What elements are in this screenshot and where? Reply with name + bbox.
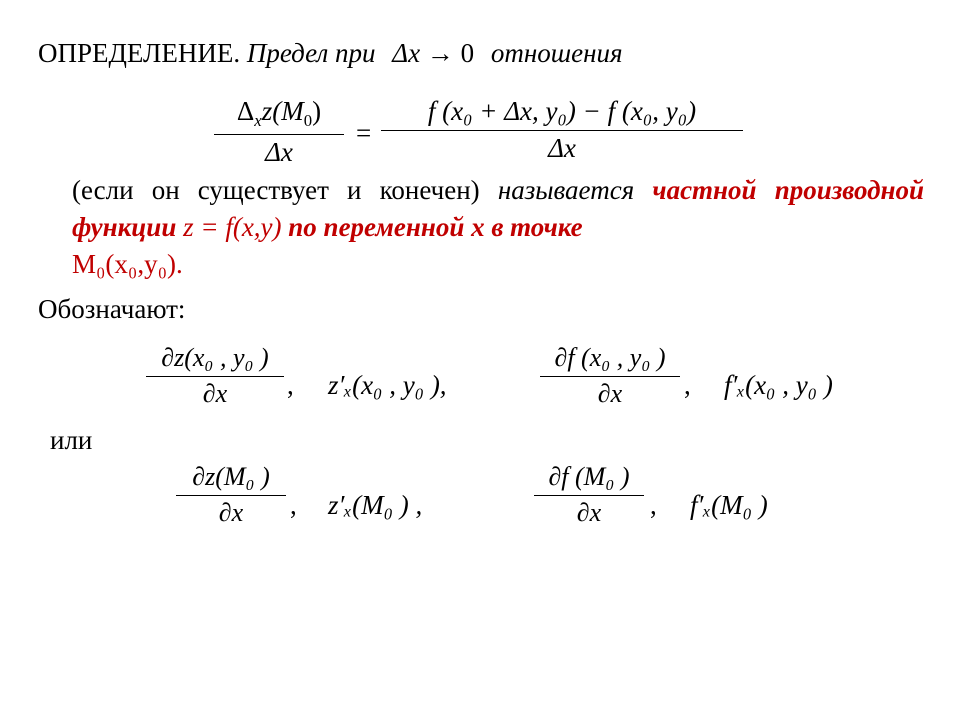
lhs-numerator: $\Delta_xz(M_0)$ [236,96,322,130]
called-word: называется [497,175,635,205]
arrow-symbol: → [426,38,454,68]
notation3-bar [540,376,680,377]
notation7-bar [534,495,644,496]
definition-intro: Предел при [246,38,376,68]
notation1-numerator: ∂z(x₀ , y₀ ) [161,343,269,372]
or-label: или [50,425,93,455]
lhs-fraction-bar [214,134,344,135]
definition-relation-word: отношения [490,38,623,68]
notation3-fraction [540,343,680,409]
notation1-denominator: ∂x [202,379,228,408]
notation3-numerator: ∂f (x₀ , y₀ ) [554,343,666,372]
function-expression: z = f(x,y) [183,212,282,242]
notation5-fraction [176,462,286,528]
point-label: M₀(x₀,y₀). [72,249,183,279]
definition-label: ОПРЕДЕЛЕНИЕ. [38,38,241,68]
notation-label: Обозначают: [38,294,186,324]
notation4: f′ₓ(x₀ , y₀ ) [724,370,833,400]
rhs-fraction [381,96,743,164]
equals-sign: = [356,118,372,148]
notation8: f′ₓ(M₀ ) [690,490,768,520]
partial-derivative-term: частной производной функции [72,175,925,242]
by-variable-word: по переменной [288,212,465,242]
notation7-numerator: ∂f (M₀ ) [548,462,630,491]
rhs-denominator: Δx [548,133,576,163]
definition-line [38,38,623,69]
notation3-denominator: ∂x [597,379,623,408]
notation2: z′ₓ(x₀ , y₀ ), [328,370,447,400]
delta-x: Δx [392,38,421,68]
notation1-bar [146,376,284,377]
notation7-fraction [534,462,644,528]
comma-5: , [290,490,297,520]
definition-paragraph [72,172,924,283]
at-point-word: в точке [491,212,583,242]
existence-clause: (если он существует и конечен) [72,175,480,205]
rhs-fraction-bar [381,130,743,131]
comma-3: , [684,370,691,400]
notation5-bar [176,495,286,496]
notation6: z′ₓ(M₀ ) , [328,490,423,520]
notation1-fraction [146,343,284,409]
lhs-denominator: Δx [265,136,293,167]
rhs-numerator: f (x₀ + Δx, y₀) − f (x₀, y₀) [427,96,697,126]
notation7-denominator: ∂x [576,498,602,527]
notation5-denominator: ∂x [218,498,244,527]
notation5-numerator: ∂z(M₀ ) [192,462,270,491]
comma-1: , [287,370,294,400]
comma-7: , [650,490,657,520]
variable-x: x [471,212,485,242]
zero-value: 0 [460,38,475,68]
lhs-fraction [214,96,344,168]
